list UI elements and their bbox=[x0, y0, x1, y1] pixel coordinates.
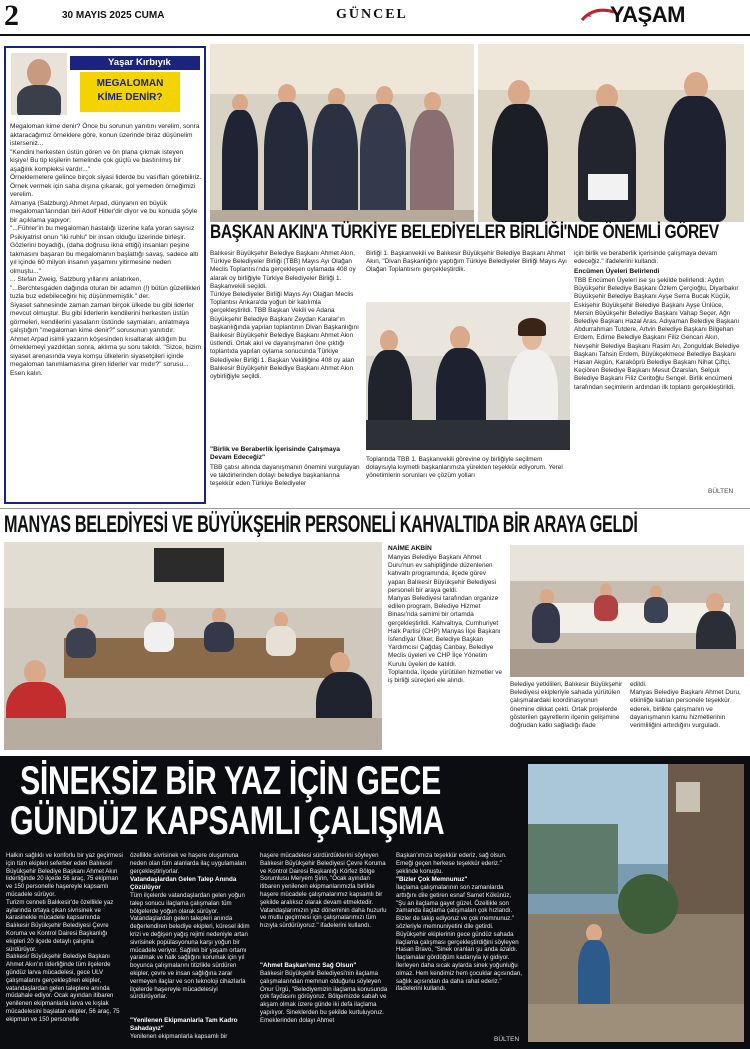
story3-col4: Başkan'ımıza teşekkür ederiz, sağ olsun. Emeği geçen herkese teşekkür ederiz." şeklinde konuştu. bbox=[396, 852, 507, 875]
story2-photo-left bbox=[4, 542, 382, 750]
story3-col1: Halkın sağlıklı ve konforlu bir yaz geçirmesi için tüm ekipleri seferber eden Balıkesir Büyükşehir Belediye Başkanı Ahmet Akın liderliğinde 20 ilçede 56 araç, 75 ekipman ve 150 personelle haşereyle kapsamlı mücadele sürüyor. Turizm cenneti Balıkesir'de özellikle yaz aylarında ortaya çıkan sivrisinek ve karasinekle mücadele kapsamında Balıkesir Büyükşehir Belediyesi Çevre Koruma ve Kontrol Dairesi Başkanlığı ekipleri 20 ilçede detaylı çalışma sürdürüyor. Balıkesir Büyükşehir Belediye Başkanı Ahmet Akın'ın liderliğinde tüm ilçelerde gündüz larva mücadelesi, gece ULV çalışmalarını gerçekleştiren ekipler, vatandaşlardan gelen taleplere anında müdahale ediyor. Ocak ayından itibaren yenilenen ekipmanlarla larva ve kışlak mücadelesini başlatan ekipler, 56 araç, 75 ekipman ve 150 personelle bbox=[6, 852, 123, 1023]
story1-headline: BAŞKAN AKIN'A TÜRKİYE BELEDİYELER BİRLİĞİ'NDE ÖNEMLİ GÖREV bbox=[210, 222, 719, 243]
story2-byline: NAİME AKBİN bbox=[388, 545, 432, 552]
story1-col2-bottom: Toplantıda TBB 1. Başkanvekili görevine oy birliğiyle seçilmem dolayısıyla kıymetli başkanlarımıza yürekten teşekkür ediyorum. Yerel yönetimlerin sorunları ve çözüm yolları bbox=[366, 456, 563, 480]
story3-headline-line2: GÜNDÜZ KAPSAMLI ÇALIŞMA bbox=[10, 799, 445, 843]
column-author: Yaşar Kırbıyık bbox=[108, 57, 171, 68]
story3-col4-subhead: "Bizler Çok Memnunuz" bbox=[396, 876, 468, 883]
story1-col1-subhead: "Birlik ve Beraberlik İçerisinde Çalışmaya Devam Edeceğiz" bbox=[210, 446, 340, 462]
logo-text: YAŞAM bbox=[610, 2, 685, 27]
story3-col2-body2: Yenilenen ekipmanlarla kapsamlı bir bbox=[130, 1033, 228, 1040]
story1-credit: BÜLTEN bbox=[708, 488, 734, 495]
story3-col2-body: Tüm ilçelerde vatandaşlardan gelen yoğun talep sonucu ilaçlama çalışmaları tüm bölgelerde yoğun olarak sürüyor. Vatandaşlardan gelen talepleri anında değerlendiren belediye ekipleri, küresel iklim krizi ve değişen yağış rejimi nedeniyle artan sivrisinek popülasyonuna karşı yoğun bir mücadele veriyor. Sağlıklı bir yaşam ortamı yaratmak ve halk sağlığını korumak için yıl boyunca çalışmalarını titizlikle sürdüren ekipler, çevre ve insan sağlığına zarar vermeyen ilaçlar ve son teknoloji cihazlarla ilçelerde haşereyle mücadelesiyi sürdürüyorlar. bbox=[130, 892, 250, 1001]
story1-col1: Balıkesir Büyükşehir Belediye Başkanı Ahmet Akın, Türkiye Belediyeler Birliği (TBB) Mayıs Ayı Olağan Meclis Toplantısı'nda gerçekleşen oylamada 408 oy alarak oy birliğiyle Türkiye Belediyeler Birliği 1. Başkanvekili seçildi. Türkiye Belediyeler Birliği Mayıs Ayı Olağan Meclis Toplantısı Ankara'da yoğun bir katılımla gerçekleştirildi. TBB Başkan Vekili ve Adana Büyükşehir Belediye Başkanı Zeydan Karalar'ın başkanlığında yapılan toplantının Divan Başkanlığını Balıkesir Büyükşehir Belediye Başkanı Ahmet Akın üstlendi. Ortak akıl ve dayanışmanın öne çıktığı toplantıda yapılan oylama sonucunda Türkiye Belediyeler Birliği 1. Başkan Vekilliğine 408 oy alan Balıkesir Büyükşehir Belediye Başkanı Ahmet Akın oybirliğiyle seçildi. bbox=[210, 250, 359, 381]
story2-col1: Manyas Belediye Başkanı Ahmet Duru'nun ev sahipliğinde düzenlenen kahvaltı programında, ilçede görev yapan Balıkesir Büyükşehir Belediyesi personeli bir araya geldi. Manyas Belediyesi tarafından organize edilen program, Belediye Hizmet Binası'nda samimi bir ortamda gerçekleştirildi. Kahvaltıya, Cumhuriyet Halk Partisi (CHP) Manyas İlçe Başkanı İsfendiyar Ülker, Belediye Başkan Yardımcısı Çağdaş Canbay, Belediye Meclis üyeleri ve CHP İlçe Yönetim Kurulu üyeleri de katıldı. Toplantıda, ilçede yürütülen hizmetler ve iş birliği süreçleri ele alındı. bbox=[388, 554, 503, 685]
story1-col3-top: için birlik ve beraberlik içerisinde çalışmaya devam edeceğiz." ifadelerini kullandı. bbox=[574, 250, 718, 266]
story1-col1-after: TBB çatısı altında dayanışmanın önemini vurgulayan ve takdirlerinden dolayı belediye başkanlarına teşekkür eden Türkiye Belediyeler bbox=[210, 464, 360, 488]
issue-date: 30 MAYIS 2025 CUMA bbox=[62, 10, 165, 21]
story1-photo-center bbox=[366, 302, 570, 450]
story3-photo bbox=[528, 764, 744, 1042]
story1-col3-subhead: Encümen Üyeleri Belirlendi bbox=[574, 268, 660, 275]
story2-headline: MANYAS BELEDİYESİ VE BÜYÜKŞEHİR PERSONELİ KAHVALTIDA BİR ARAYA GELDİ bbox=[4, 511, 638, 538]
story3-col2: özellikle sivrisinek ve haşere oluşumuna neden olan tüm alanlarda ilaç uygulamaları gerçekleştiriyorlar. bbox=[130, 852, 247, 875]
author-photo bbox=[11, 53, 67, 115]
page-number: 2 bbox=[4, 0, 19, 32]
story3-col2-subhead2: "Yenilenen Ekipmanlarla Tam Kadro Sahadayız" bbox=[130, 1017, 238, 1032]
story1-photo-left bbox=[210, 44, 474, 222]
story3-col3-body: Balıkesir Büyükşehir Belediyesi'nin ilaçlama çalışmalarından memnun olduğunu söyleyen Onur Ürgü, "Belediyemizin ilaçlama konusunda çok faydasını görüyoruz. Bölgemizde sabah ve akşam olmak üzere günde iki defa ilaçlama yapılıyor. Sineklerden bu şekilde kurtuluyoruz. Emeklerinden dolayı Ahmet bbox=[260, 970, 388, 1024]
story2-photo-right bbox=[510, 545, 744, 677]
story3-col2-subhead: Vatandaşlardan Gelen Talep Anında Çözülüyor bbox=[130, 876, 237, 891]
story2-col3: edildi. Manyas Belediye Başkanı Ahmet Duru, etkinliğe katılan personele teşekkür ederek, birlikte çalışmanın ve dayanışmanın kamu hizmetlerinin verimliliğini artırdığını vurguladı. bbox=[630, 681, 741, 730]
story1-col3: TBB Encümen Üyeleri ise şu şekilde belirlendi: Aydın Büyükşehir Belediye Başkanı Özlem Çerçioğlu, Diyarbakır Büyükşehir Belediye Başkanı Ayşe Serra Bucak Küçük, Eskişehir Büyükşehir Belediye Başkanı Ayşe Ünlüce, Mersin Büyükşehir Belediye Başkanı Vahap Seçer, Ağrı Belediye Başkanı Hazal Aras, Adıyaman Belediye Başkanı Abdurrahman Tutdere, Artvin Belediye Başkanı Bilgehan Erdem, Edirne Belediye Başkanı Filiz Gencan Akın, Nevşehir Belediye Başkanı Rasim Arı, Zonguldak Belediye Başkanı Tahsin Erdem, Büyükçekmece Belediye Başkanı Hasan Akgün, Karaköprü Belediye Başkanı Nihat Çiftçi, Keçiören Belediye Başkanı Mesut Özarslan, Selçuk Belediye Başkanı Filiz Ceritoğlu Sengel. Birlik encümeni tarafından seçimlerin ardından ilk toplantı gerçekleştirildi. bbox=[574, 277, 740, 391]
masthead-logo bbox=[578, 2, 740, 28]
story3-headline-line1: SİNEKSİZ BİR YAZ İÇİN GECE bbox=[20, 759, 441, 803]
column-title-line2: KİME DENİR? bbox=[97, 92, 163, 103]
story2-col2: Belediye yetkilileri, Balıkesir Büyükşehir Belediyesi ekipleriyle sahada yürütülen çalışmalardaki koordinasyonun önemine dikkat çekti. Ortak projelerde gösterilen gayretlerin ilçenin gelişimine doğrudan katkı sağladığı ifade bbox=[510, 681, 623, 730]
story3-col4-body: İlaçlama çalışmalarının son zamanlarda arttığını dile getiren esnaf Samet Kökünüz, "Şu an ilaçlama gayet güzel. Özellikle son zamanda ilaçlama çalışmaları çok hızlandı. Bizler de takip ediyoruz ve çok memnunuz." sözleriyle memnuniyetini dile getirdi. Büyükşehir ekiplerinin gece gündüz sahada ilaçlama çalışması gerçekleştirdiğini söyleyen Hasan Bravo, "Sinek oranları şu anda azaldı. İlaçlamalar gördüğüm kadarıyla iyi gidiyor. İlerleyen daha sıcak aylarda sinek yoğunluğu olmaz. Hem kendimiz hem çocuklar açısından, sağlık açısından da daha rahat ederiz." ifadelerini kullandı. bbox=[396, 884, 522, 993]
story3-col3: haşere mücadelesi sürdürdüklerini söyleyen Balıkesir Büyükşehir Belediyesi Çevre Koruma ve Kontrol Dairesi Başkanlığı Körfez Bölge Sorumlusu Meryem Şirin, "Ocak ayından itibaren yenilenen ekipmanlarımızla birlikte haşere mücadele çalışmalarımız kapsamlı bir şekilde aralıksız olarak devam etmektedir. Vatandaşlarımızın yaz döneminin daha huzurlu ve mutlu geçirmesi için çalışmalarımızı tüm hızıyla sürdürüyoruz." ifadelerini kullandı. bbox=[260, 852, 387, 930]
column-body: Megaloman kime denir? Önce bu sorunun yanıtını verelim, sonra aktaracağımız örneklere göre, konun üzerinde biraz düşünelim isterseniz... "Kendini herkesten üstün gören ve ön plana çıkmak isteyen kişiye! Bu tip kişilerin temelinde çok güçlü ve bastırılmış bir aşağılık kompleksi vardır..." Örneklemelere gelince birçok siyasi liderde bu vasıfları görebiliriz. Örnek vermek için saha dışına çıkarak, gol yemeden örneğimizi verelim. Almanya (Salzburg) Ahmet Arpad, dünyanın en büyük megaloman'larından biri Adolf Hitler'dir diyor ve bu konuda şöyle bir açıklama yapıyor: "...Führer'in bu megaloman hastalığı üzerine kafa yoran sayısız Psikiyatrist onun "iki ruhlu" bir insan olduğu üzerinde birleşir. Gözlerini boyadığı, (daha doğrusu ikna ettiği) insanları peşine takmasını başaran bu megalomanın başlattığı savaş, sadece altı yıl içinde 60 milyon insanın yaşamını yitirmesine neden olmuştu..." ... Stefan Zweig, Salzburg yıllarını anlatırken, "...Berchtesgaden dağında oturan bir adamın (!) bütün güzellikleri tuzla buz edebileceğini hiç düşünmemiştik." der. Siyaset sahnesinde zaman zaman birçok ülkede bu gibi liderler mevcut olmuştur. Bu gibi liderlerin kendilerini herkesten üstün görmeleri, kendilerini yasaların üstünde saymaları, anlatmaya çalıştığım "megaloman kime denir?" sorusunun yanıtıdır. Ahmet Arpad isimli yazarın köşesinden kısaltarak aldığım bu örneklemeyi yazdıktan sonra, aklıma şu soru takıldı. "Sizce, bizim siyaset arenasında veya komşu ülkelerin siyasetçileri içinde megaloman tanımlamasına giren liderler var mıdır?" sorusu... Esen kalın. bbox=[10, 123, 202, 377]
story1-col2: Birliği 1. Başkanvekili ve Balıkesir Büyükşehir Belediye Başkanı Ahmet Akın, "Divan Başkanlığını yaptığım Türkiye Belediyeler Birliği Mayıs Ayı Olağan Toplantısını gerçekleştirdik. bbox=[366, 250, 567, 274]
section-title: GÜNCEL bbox=[336, 7, 408, 22]
story3-col3-subhead: "Ahmet Başkan'ımız Sağ Olsun" bbox=[260, 962, 357, 969]
column-title-line1: MEGALOMAN bbox=[96, 78, 164, 89]
story3-credit: BÜLTEN bbox=[494, 1036, 520, 1043]
story1-photo-right bbox=[478, 44, 744, 222]
